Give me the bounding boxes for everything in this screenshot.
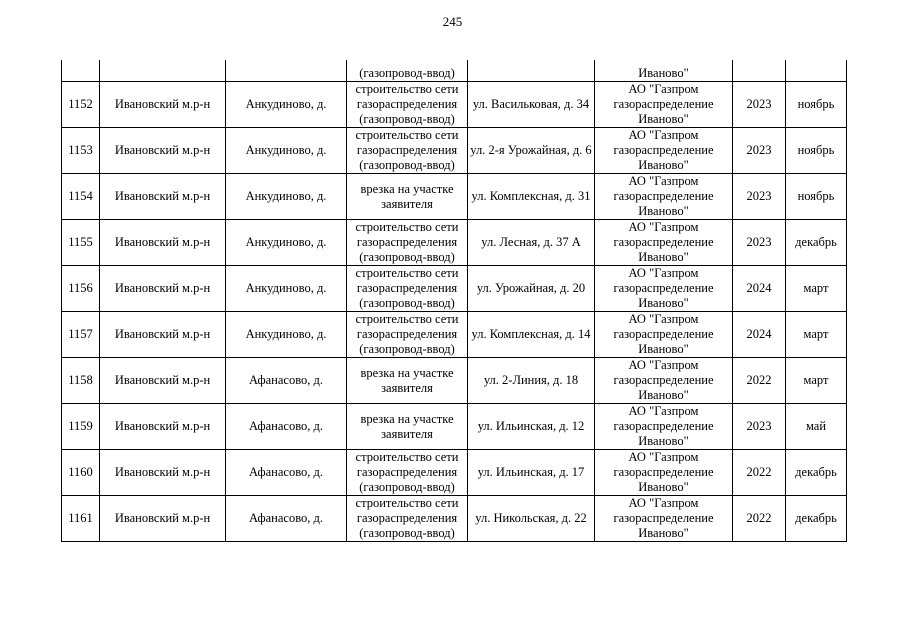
- cell-work: строительство сети газораспределения (газопровод-ввод): [347, 496, 468, 542]
- cell-year: 2024: [733, 312, 786, 358]
- cell-year: 2023: [733, 174, 786, 220]
- cell-work: строительство сети газораспределения (газопровод-ввод): [347, 266, 468, 312]
- cell-locality: Афанасово, д.: [226, 450, 347, 496]
- cell-year: 2022: [733, 358, 786, 404]
- cell-work: врезка на участке заявителя: [347, 174, 468, 220]
- cell-executor: АО "Газпром газораспределение Иваново": [595, 266, 733, 312]
- cell-num: 1161: [62, 496, 100, 542]
- cell-month: март: [786, 358, 847, 404]
- cell-work: врезка на участке заявителя: [347, 404, 468, 450]
- cell-work: строительство сети газораспределения (газопровод-ввод): [347, 128, 468, 174]
- cell-num: 1154: [62, 174, 100, 220]
- cell-month: декабрь: [786, 450, 847, 496]
- table-row: [62, 312, 847, 358]
- cell-num: 1156: [62, 266, 100, 312]
- cell-month: декабрь: [786, 220, 847, 266]
- cell-num: 1155: [62, 220, 100, 266]
- cell-locality: Анкудиново, д.: [226, 220, 347, 266]
- cell-month: декабрь: [786, 496, 847, 542]
- table-row: [62, 220, 847, 266]
- cell-locality: Афанасово, д.: [226, 496, 347, 542]
- cell-work: строительство сети газораспределения (газопровод-ввод): [347, 312, 468, 358]
- cell-executor: АО "Газпром газораспределение Иваново": [595, 174, 733, 220]
- cell-address: ул. Ильинская, д. 12: [468, 404, 595, 450]
- cell-executor: АО "Газпром газораспределение Иваново": [595, 496, 733, 542]
- cell-year: 2022: [733, 450, 786, 496]
- continuation-row: [62, 60, 847, 82]
- cell-district: Ивановский м.р-н: [100, 174, 226, 220]
- table-row: [62, 174, 847, 220]
- cell-work: врезка на участке заявителя: [347, 358, 468, 404]
- cell-num: 1158: [62, 358, 100, 404]
- cell-num: 1160: [62, 450, 100, 496]
- cell-work: строительство сети газораспределения (газопровод-ввод): [347, 220, 468, 266]
- cell-district: Ивановский м.р-н: [100, 404, 226, 450]
- cell-locality: Афанасово, д.: [226, 404, 347, 450]
- cell-executor: АО "Газпром газораспределение Иваново": [595, 128, 733, 174]
- cell-month: [786, 60, 847, 82]
- cell-district: Ивановский м.р-н: [100, 266, 226, 312]
- cell-work: строительство сети газораспределения (газопровод-ввод): [347, 450, 468, 496]
- cell-month: март: [786, 312, 847, 358]
- table-row: [62, 496, 847, 542]
- cell-locality: Анкудиново, д.: [226, 312, 347, 358]
- cell-district: [100, 60, 226, 82]
- cell-year: 2023: [733, 220, 786, 266]
- table-body: [62, 60, 847, 542]
- cell-address: [468, 60, 595, 82]
- gas-connection-table: [61, 60, 847, 542]
- cell-executor: АО "Газпром газораспределение Иваново": [595, 450, 733, 496]
- cell-address: ул. Комплексная, д. 14: [468, 312, 595, 358]
- cell-num: 1159: [62, 404, 100, 450]
- cell-address: ул. 2-я Урожайная, д. 6: [468, 128, 595, 174]
- cell-year: 2022: [733, 496, 786, 542]
- cell-address: ул. Комплексная, д. 31: [468, 174, 595, 220]
- cell-month: май: [786, 404, 847, 450]
- page-number: 245: [442, 14, 463, 29]
- cell-district: Ивановский м.р-н: [100, 450, 226, 496]
- cell-locality: Анкудиново, д.: [226, 128, 347, 174]
- cell-executor: АО "Газпром газораспределение Иваново": [595, 82, 733, 128]
- cell-num: 1157: [62, 312, 100, 358]
- cell-district: Ивановский м.р-н: [100, 312, 226, 358]
- table-row: [62, 404, 847, 450]
- cell-address: ул. 2-Линия, д. 18: [468, 358, 595, 404]
- cell-district: Ивановский м.р-н: [100, 220, 226, 266]
- cell-year: [733, 60, 786, 82]
- cell-month: ноябрь: [786, 128, 847, 174]
- cell-work: строительство сети газораспределения (газопровод-ввод): [347, 82, 468, 128]
- cell-month: ноябрь: [786, 174, 847, 220]
- cell-year: 2023: [733, 128, 786, 174]
- cell-executor: АО "Газпром газораспределение Иваново": [595, 312, 733, 358]
- cell-address: ул. Васильковая, д. 34: [468, 82, 595, 128]
- cell-locality: Анкудиново, д.: [226, 174, 347, 220]
- cell-month: ноябрь: [786, 82, 847, 128]
- cell-executor: Иваново": [595, 60, 733, 82]
- cell-year: 2024: [733, 266, 786, 312]
- cell-locality: Афанасово, д.: [226, 358, 347, 404]
- table-row: [62, 128, 847, 174]
- cell-executor: АО "Газпром газораспределение Иваново": [595, 358, 733, 404]
- cell-year: 2023: [733, 82, 786, 128]
- cell-year: 2023: [733, 404, 786, 450]
- cell-executor: АО "Газпром газораспределение Иваново": [595, 404, 733, 450]
- cell-num: 1152: [62, 82, 100, 128]
- cell-num: [62, 60, 100, 82]
- cell-locality: Анкудиново, д.: [226, 266, 347, 312]
- table-row: [62, 450, 847, 496]
- cell-district: Ивановский м.р-н: [100, 82, 226, 128]
- cell-num: 1153: [62, 128, 100, 174]
- table-row: [62, 82, 847, 128]
- cell-work: (газопровод-ввод): [347, 60, 468, 82]
- cell-address: ул. Лесная, д. 37 А: [468, 220, 595, 266]
- cell-month: март: [786, 266, 847, 312]
- table-row: [62, 266, 847, 312]
- cell-address: ул. Урожайная, д. 20: [468, 266, 595, 312]
- cell-locality: Анкудиново, д.: [226, 82, 347, 128]
- cell-district: Ивановский м.р-н: [100, 496, 226, 542]
- cell-district: Ивановский м.р-н: [100, 128, 226, 174]
- cell-address: ул. Ильинская, д. 17: [468, 450, 595, 496]
- cell-address: ул. Никольская, д. 22: [468, 496, 595, 542]
- cell-locality: [226, 60, 347, 82]
- cell-district: Ивановский м.р-н: [100, 358, 226, 404]
- cell-executor: АО "Газпром газораспределение Иваново": [595, 220, 733, 266]
- table-row: [62, 358, 847, 404]
